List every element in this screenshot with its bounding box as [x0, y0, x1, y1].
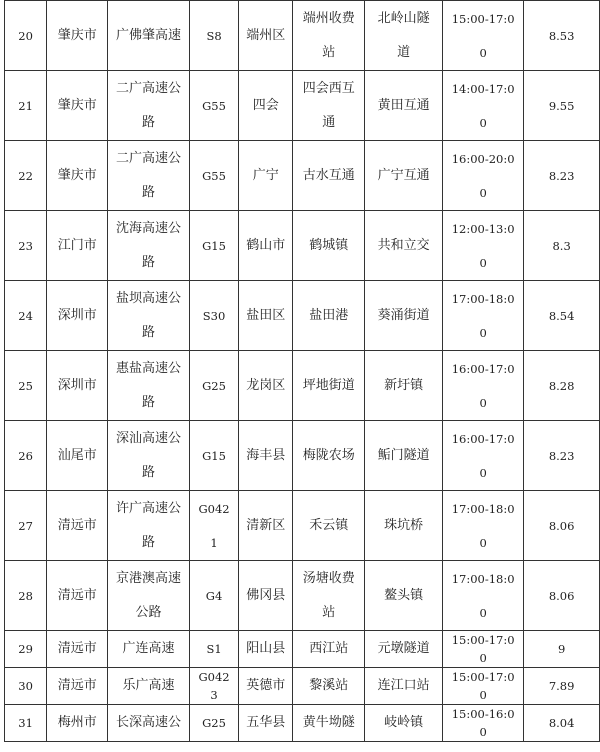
cell-district: 鹤山市 — [239, 211, 293, 281]
cell-district: 阳山县 — [239, 631, 293, 668]
cell-section: 珠坑桥 — [365, 491, 443, 561]
cell-location: 坪地街道 — [293, 351, 365, 421]
cell-road: 乐广高速 — [108, 668, 189, 705]
cell-district: 广宁 — [239, 141, 293, 211]
cell-road: 广连高速 — [108, 631, 189, 668]
table-row — [5, 421, 600, 491]
cell-district: 海丰县 — [239, 421, 293, 491]
cell-time: 15:00-17:00 — [442, 1, 523, 71]
cell-location: 古水互通 — [293, 141, 365, 211]
cell-city: 肇庆市 — [47, 1, 108, 71]
cell-time: 15:00-17:00 — [442, 668, 523, 705]
cell-no: 20 — [5, 1, 47, 71]
cell-value: 8.06 — [524, 491, 600, 561]
cell-city: 清远市 — [47, 631, 108, 668]
cell-district: 龙岗区 — [239, 351, 293, 421]
cell-no: 27 — [5, 491, 47, 561]
table-row — [5, 631, 600, 668]
cell-no: 28 — [5, 561, 47, 631]
table-row — [5, 281, 600, 351]
cell-section: 鲘门隧道 — [365, 421, 443, 491]
cell-no: 22 — [5, 141, 47, 211]
cell-time: 17:00-18:00 — [442, 491, 523, 561]
cell-location: 黎溪站 — [293, 668, 365, 705]
cell-location: 端州收费站 — [293, 1, 365, 71]
cell-location: 鹤城镇 — [293, 211, 365, 281]
cell-code: G55 — [189, 141, 239, 211]
cell-no: 26 — [5, 421, 47, 491]
table-row — [5, 141, 600, 211]
cell-road: 二广高速公路 — [108, 71, 189, 141]
cell-code: G55 — [189, 71, 239, 141]
cell-road: 深汕高速公路 — [108, 421, 189, 491]
cell-section: 北岭山隧道 — [365, 1, 443, 71]
cell-no: 24 — [5, 281, 47, 351]
cell-value: 8.23 — [524, 141, 600, 211]
cell-no: 23 — [5, 211, 47, 281]
cell-location: 禾云镇 — [293, 491, 365, 561]
cell-district: 端州区 — [239, 1, 293, 71]
cell-city: 汕尾市 — [47, 421, 108, 491]
table-row — [5, 351, 600, 421]
cell-location: 黄牛坳隧 — [293, 705, 365, 742]
cell-city: 清远市 — [47, 491, 108, 561]
cell-location: 汤塘收费站 — [293, 561, 365, 631]
cell-value: 8.3 — [524, 211, 600, 281]
cell-value: 8.04 — [524, 705, 600, 742]
traffic-table — [4, 0, 600, 742]
cell-no: 31 — [5, 705, 47, 742]
cell-district: 五华县 — [239, 705, 293, 742]
cell-value: 9 — [524, 631, 600, 668]
cell-section: 连江口站 — [365, 668, 443, 705]
cell-no: 25 — [5, 351, 47, 421]
cell-value: 7.89 — [524, 668, 600, 705]
cell-location: 梅陇农场 — [293, 421, 365, 491]
cell-city: 梅州市 — [47, 705, 108, 742]
cell-city: 江门市 — [47, 211, 108, 281]
cell-road: 惠盐高速公路 — [108, 351, 189, 421]
cell-code: G0421 — [189, 491, 239, 561]
cell-code: S30 — [189, 281, 239, 351]
cell-value: 8.06 — [524, 561, 600, 631]
cell-time: 16:00-17:00 — [442, 421, 523, 491]
table-row — [5, 211, 600, 281]
table-row — [5, 491, 600, 561]
cell-district: 英德市 — [239, 668, 293, 705]
cell-section: 新圩镇 — [365, 351, 443, 421]
cell-time: 17:00-18:00 — [442, 281, 523, 351]
cell-code: G25 — [189, 351, 239, 421]
cell-time: 17:00-18:00 — [442, 561, 523, 631]
cell-time: 15:00-17:00 — [442, 631, 523, 668]
cell-location: 四会西互通 — [293, 71, 365, 141]
cell-section: 黄田互通 — [365, 71, 443, 141]
cell-location: 西江站 — [293, 631, 365, 668]
cell-city: 清远市 — [47, 561, 108, 631]
table-body — [5, 1, 600, 742]
cell-code: G25 — [189, 705, 239, 742]
cell-value: 8.54 — [524, 281, 600, 351]
cell-road: 长深高速公 — [108, 705, 189, 742]
cell-time: 16:00-20:00 — [442, 141, 523, 211]
cell-time: 12:00-13:00 — [442, 211, 523, 281]
cell-value: 8.23 — [524, 421, 600, 491]
cell-district: 清新区 — [239, 491, 293, 561]
cell-district: 佛冈县 — [239, 561, 293, 631]
cell-road: 沈海高速公路 — [108, 211, 189, 281]
cell-road: 许广高速公路 — [108, 491, 189, 561]
cell-city: 深圳市 — [47, 281, 108, 351]
cell-city: 肇庆市 — [47, 71, 108, 141]
cell-section: 元墩隧道 — [365, 631, 443, 668]
cell-city: 深圳市 — [47, 351, 108, 421]
cell-section: 岐岭镇 — [365, 705, 443, 742]
table-row — [5, 561, 600, 631]
cell-section: 共和立交 — [365, 211, 443, 281]
table-row — [5, 705, 600, 742]
table-row — [5, 668, 600, 705]
cell-location: 盐田港 — [293, 281, 365, 351]
cell-code: G4 — [189, 561, 239, 631]
cell-district: 盐田区 — [239, 281, 293, 351]
cell-road: 京港澳高速公路 — [108, 561, 189, 631]
cell-time: 14:00-17:00 — [442, 71, 523, 141]
cell-code: S1 — [189, 631, 239, 668]
cell-time: 16:00-17:00 — [442, 351, 523, 421]
cell-section: 鳌头镇 — [365, 561, 443, 631]
cell-code: S8 — [189, 1, 239, 71]
cell-code: G15 — [189, 421, 239, 491]
cell-code: G15 — [189, 211, 239, 281]
cell-code: G0423 — [189, 668, 239, 705]
cell-no: 21 — [5, 71, 47, 141]
cell-time: 15:00-16:00 — [442, 705, 523, 742]
cell-road: 二广高速公路 — [108, 141, 189, 211]
cell-no: 29 — [5, 631, 47, 668]
cell-district: 四会 — [239, 71, 293, 141]
cell-city: 清远市 — [47, 668, 108, 705]
cell-value: 8.53 — [524, 1, 600, 71]
table-row — [5, 71, 600, 141]
cell-no: 30 — [5, 668, 47, 705]
cell-section: 葵涌街道 — [365, 281, 443, 351]
table-row — [5, 1, 600, 71]
cell-value: 8.28 — [524, 351, 600, 421]
cell-section: 广宁互通 — [365, 141, 443, 211]
cell-city: 肇庆市 — [47, 141, 108, 211]
cell-road: 广佛肇高速 — [108, 1, 189, 71]
cell-road: 盐坝高速公路 — [108, 281, 189, 351]
cell-value: 9.55 — [524, 71, 600, 141]
